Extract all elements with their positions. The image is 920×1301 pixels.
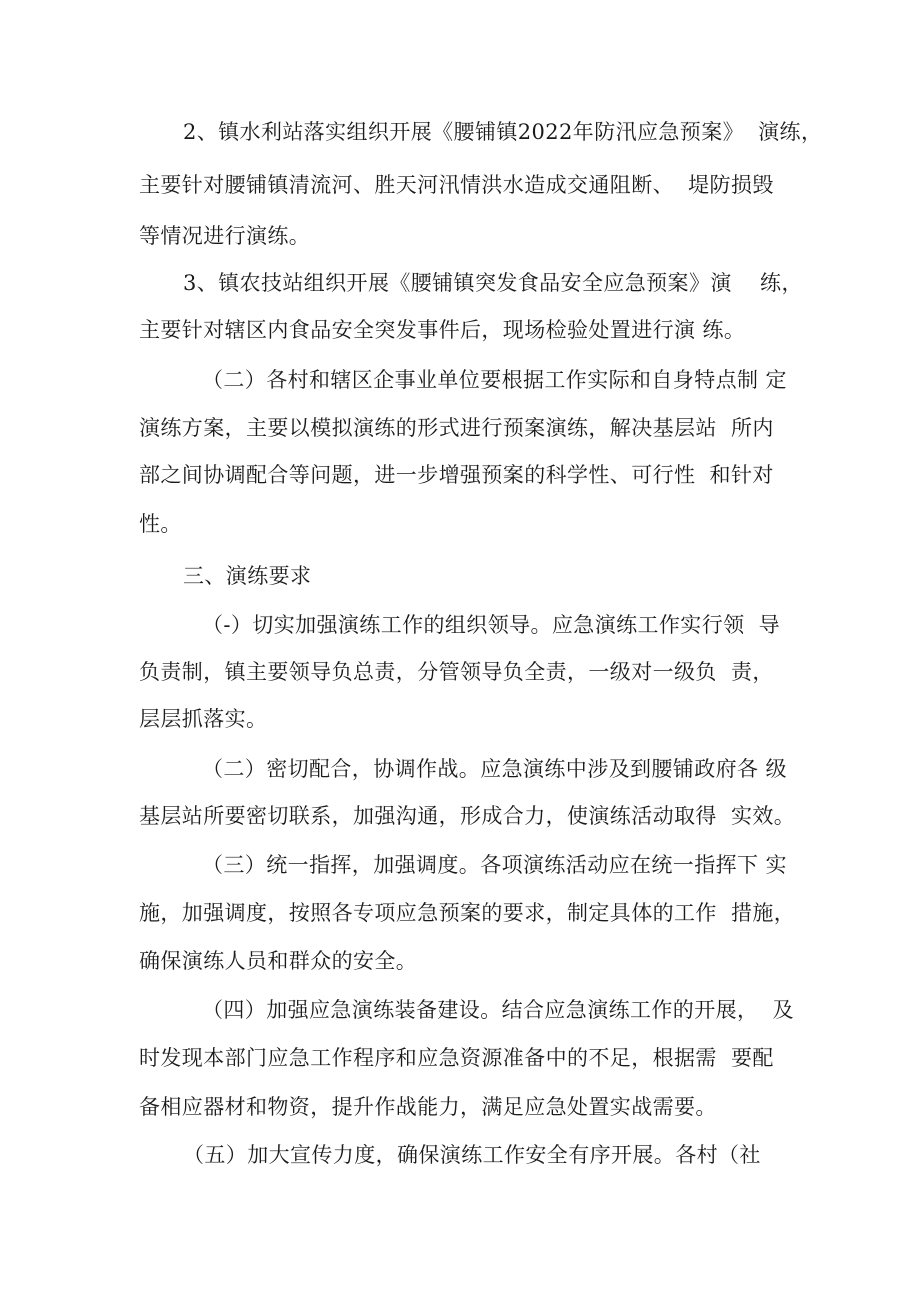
text-line: 2、镇水利站落实组织开展《腰铺镇2022年防汛应急预案》 演练， — [183, 120, 823, 144]
text-line: （二）密切配合，协调作战。应急演练中涉及到腰铺政府各 级 — [202, 757, 787, 781]
text-line: 施，加强调度，按照各专项应急预案的要求，制定具体的工作 措施， — [139, 901, 796, 925]
text-line: （-）切实加强演练工作的组织领导。应急演练工作实行领 导 — [202, 613, 781, 637]
text-line: 性。 — [139, 512, 182, 536]
text-line: （四）加强应急演练装备建设。结合应急演练工作的开展， 及 — [202, 998, 794, 1022]
text-line: （三）统一指挥，加强调度。各项演练活动应在统一指挥下 实 — [202, 853, 787, 877]
text-line: 层层抓落实。 — [139, 707, 268, 731]
text-line: （二）各村和辖区企事业单位要根据工作实际和自身特点制 定 — [202, 368, 787, 392]
text-line: 备相应器材和物资，提升作战能力，满足应急处置实战需要。 — [139, 1095, 717, 1119]
text-line: 基层站所要密切联系，加强沟通，形成合力，使演练活动取得 实效。 — [139, 804, 796, 828]
text-line: 时发现本部门应急工作程序和应急资源准备中的不足，根据需 要配 — [139, 1046, 774, 1070]
text-line: 3、镇农技站组织开展《腰铺镇突发食品安全应急预案》演 练， — [183, 271, 803, 295]
text-line: 确保演练人员和群众的安全。 — [139, 949, 418, 973]
section-heading: 三、演练要求 — [183, 564, 312, 588]
text-line: 演练方案，主要以模拟演练的形式进行预案演练，解决基层站 所内 — [139, 416, 774, 440]
text-line: 主要针对腰铺镇清流河、胜天河汛情洪水造成交通阻断、 堤防损毁 — [139, 173, 774, 197]
text-line: （五）加大宣传力度，确保演练工作安全有序开展。各村（社 — [183, 1143, 761, 1167]
text-line: 主要针对辖区内食品安全突发事件后，现场检验处置进行演 练。 — [139, 318, 746, 342]
text-line: 负责制，镇主要领导负总责，分管领导负全责，一级对一级负 责， — [139, 660, 774, 684]
text-line: 部之间协调配合等问题，进一步增强预案的科学性、可行性 和针对 — [139, 463, 774, 487]
text-line: 等情况进行演练。 — [139, 224, 311, 248]
